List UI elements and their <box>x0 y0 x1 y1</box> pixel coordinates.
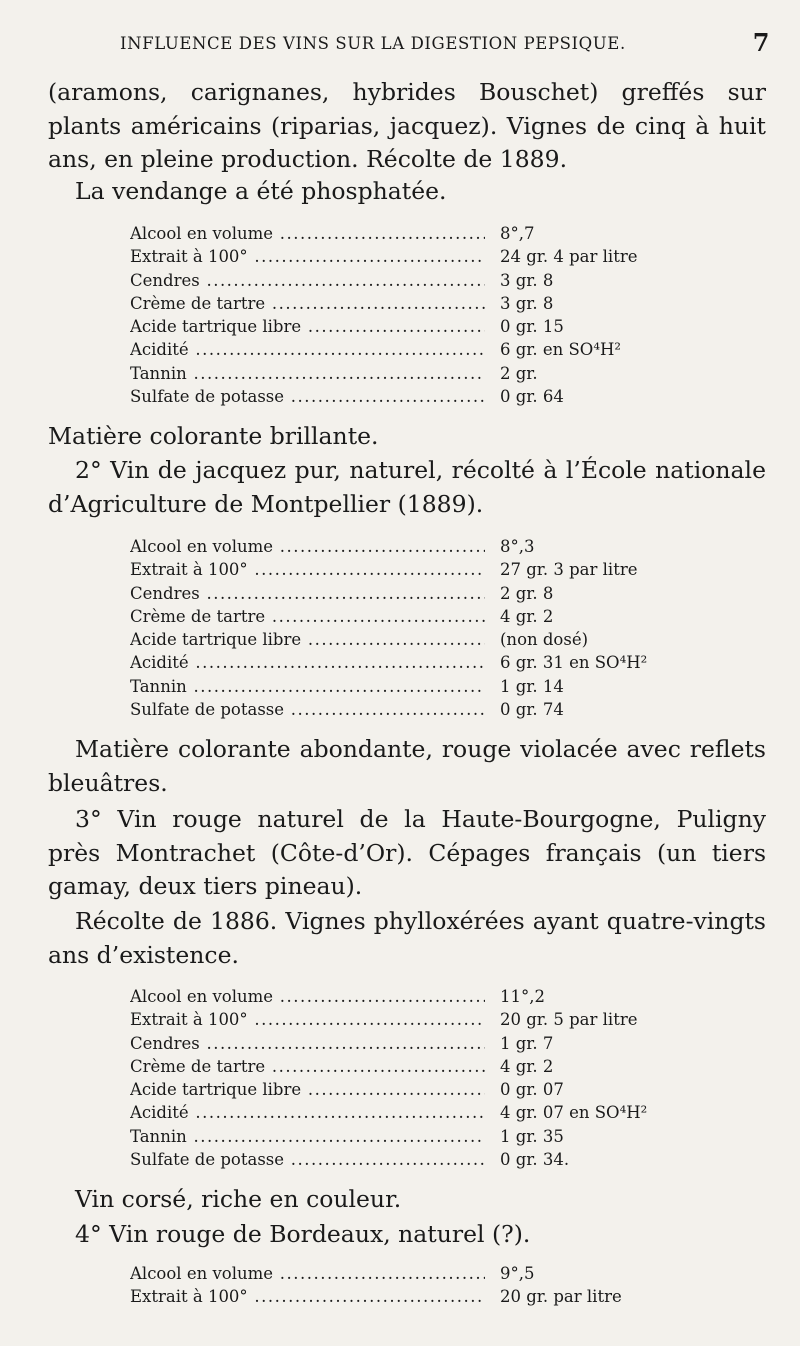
row-label: Extrait à 100° ..... <box>130 558 485 581</box>
table-row <box>130 558 730 581</box>
row-value: 2 gr. <box>500 363 538 383</box>
table-row <box>130 985 730 1008</box>
paragraph-recolte-1886: Récolte de 1886. Vignes phylloxérées ayant quatre-vingts ans d’existence. <box>48 907 766 969</box>
table-row <box>130 651 730 674</box>
row-label: Sulfate de potasse ..... <box>130 1148 485 1171</box>
row-value: 4 gr. 07 en SO⁴H² <box>500 1103 648 1123</box>
row-value: 6 gr. 31 en SO⁴H² <box>500 653 648 673</box>
row-label: Cendres ..... <box>130 582 485 605</box>
row-label: Tannin ..... <box>130 675 485 698</box>
row-label: Cendres ..... <box>130 269 485 292</box>
table-row <box>130 362 730 385</box>
analysis-table-4 <box>130 1262 730 1309</box>
row-value: 1 gr. 35 <box>500 1126 564 1146</box>
row-value: 8°,3 <box>500 537 535 556</box>
row-label: Acidité ..... <box>130 338 485 361</box>
row-label: Extrait à 100° ..... <box>130 1008 485 1031</box>
row-label: Alcool en volume ..... <box>130 985 485 1008</box>
table-row <box>130 1148 730 1171</box>
row-label: Alcool en volume ..... <box>130 222 485 245</box>
row-label: Crème de tartre ..... <box>130 605 485 628</box>
table-row <box>130 338 730 361</box>
table-row <box>130 1262 730 1285</box>
table-row <box>130 535 730 558</box>
table-row <box>130 698 730 721</box>
row-label: Cendres ..... <box>130 1032 485 1055</box>
row-label: Tannin ..... <box>130 362 485 385</box>
row-value: 1 gr. 14 <box>500 676 564 696</box>
row-value: 4 gr. 2 <box>500 606 554 626</box>
row-value: 3 gr. 8 <box>500 270 554 290</box>
row-value: 0 gr. 64 <box>500 387 564 407</box>
paragraph-vin-2: 2° Vin de jacquez pur, naturel, récolté à l’École nationale d’Agriculture de Montpellier (1889). <box>48 456 766 518</box>
paragraph-phosphatee: La vendange a été phosphatée. <box>75 177 447 205</box>
paragraph-vin-3: 3° Vin rouge naturel de la Haute-Bourgogne, Puligny près Montrachet (Côte-d’Or). Cépages français (un tiers gamay, deux tiers pineau). <box>48 805 766 900</box>
row-value: (non dosé) <box>500 630 589 650</box>
table-row <box>130 605 730 628</box>
row-value: 20 gr. 5 par litre <box>500 1010 638 1030</box>
table-row <box>130 1101 730 1124</box>
row-value: 0 gr. 07 <box>500 1080 564 1100</box>
analysis-table-1 <box>130 222 730 408</box>
table-row <box>130 315 730 338</box>
paragraph-vin-4: 4° Vin rouge de Bordeaux, naturel (?). <box>75 1220 531 1248</box>
analysis-table-2 <box>130 535 730 721</box>
paragraph-continuation: (aramons, carignanes, hybrides Bouschet) greffés sur plants américains (riparias, jacquez). Vignes de cinq à huit ans, en pleine production. Récolte de 1889. <box>48 78 766 173</box>
row-label: Acidité ..... <box>130 651 485 674</box>
table-row <box>130 385 730 408</box>
table-row <box>130 1078 730 1101</box>
running-header <box>120 28 770 57</box>
row-value: 8°,7 <box>500 224 535 243</box>
table-row <box>130 245 730 268</box>
row-label: Acidité ..... <box>130 1101 485 1124</box>
page-number: 7 <box>752 28 770 57</box>
table-row <box>130 1032 730 1055</box>
analysis-table-3 <box>130 985 730 1171</box>
row-label: Tannin ..... <box>130 1125 485 1148</box>
row-value: 6 gr. en SO⁴H² <box>500 340 621 360</box>
running-title: INFLUENCE DES VINS SUR LA DIGESTION PEPSIQUE. <box>120 34 626 53</box>
row-value: 24 gr. 4 par litre <box>500 247 638 267</box>
row-value: 20 gr. par litre <box>500 1287 622 1307</box>
row-value: 4 gr. 2 <box>500 1056 554 1076</box>
row-label: Acide tartrique libre ..... <box>130 1078 485 1101</box>
table-row <box>130 1055 730 1078</box>
paragraph-matiere-brillante: Matière colorante brillante. <box>48 422 379 450</box>
table-row <box>130 628 730 651</box>
row-label: Crème de tartre ..... <box>130 292 485 315</box>
row-label: Extrait à 100° ..... <box>130 245 485 268</box>
row-label: Acide tartrique libre ..... <box>130 315 485 338</box>
table-row <box>130 1125 730 1148</box>
row-label: Sulfate de potasse ..... <box>130 385 485 408</box>
row-value: 9°,5 <box>500 1264 535 1283</box>
table-row <box>130 582 730 605</box>
row-value: 1 gr. 7 <box>500 1033 554 1053</box>
row-value: 0 gr. 15 <box>500 317 564 337</box>
row-value: 3 gr. 8 <box>500 293 554 313</box>
table-row <box>130 1008 730 1031</box>
paragraph-matiere-abondante: Matière colorante abondante, rouge violacée avec reflets bleuâtres. <box>48 735 766 797</box>
row-value: 2 gr. 8 <box>500 583 554 603</box>
row-value: 27 gr. 3 par litre <box>500 560 638 580</box>
row-value: 0 gr. 34. <box>500 1150 570 1170</box>
table-row <box>130 269 730 292</box>
row-label: Sulfate de potasse ..... <box>130 698 485 721</box>
row-value: 0 gr. 74 <box>500 700 564 720</box>
row-label: Alcool en volume ..... <box>130 535 485 558</box>
table-row <box>130 292 730 315</box>
table-row <box>130 222 730 245</box>
row-label: Acide tartrique libre ..... <box>130 628 485 651</box>
table-row <box>130 1285 730 1308</box>
row-label: Extrait à 100° ..... <box>130 1285 485 1308</box>
paragraph-vin-corse: Vin corsé, riche en couleur. <box>75 1185 402 1213</box>
row-label: Crème de tartre ..... <box>130 1055 485 1078</box>
row-label: Alcool en volume ..... <box>130 1262 485 1285</box>
row-value: 11°,2 <box>500 987 545 1006</box>
table-row <box>130 675 730 698</box>
